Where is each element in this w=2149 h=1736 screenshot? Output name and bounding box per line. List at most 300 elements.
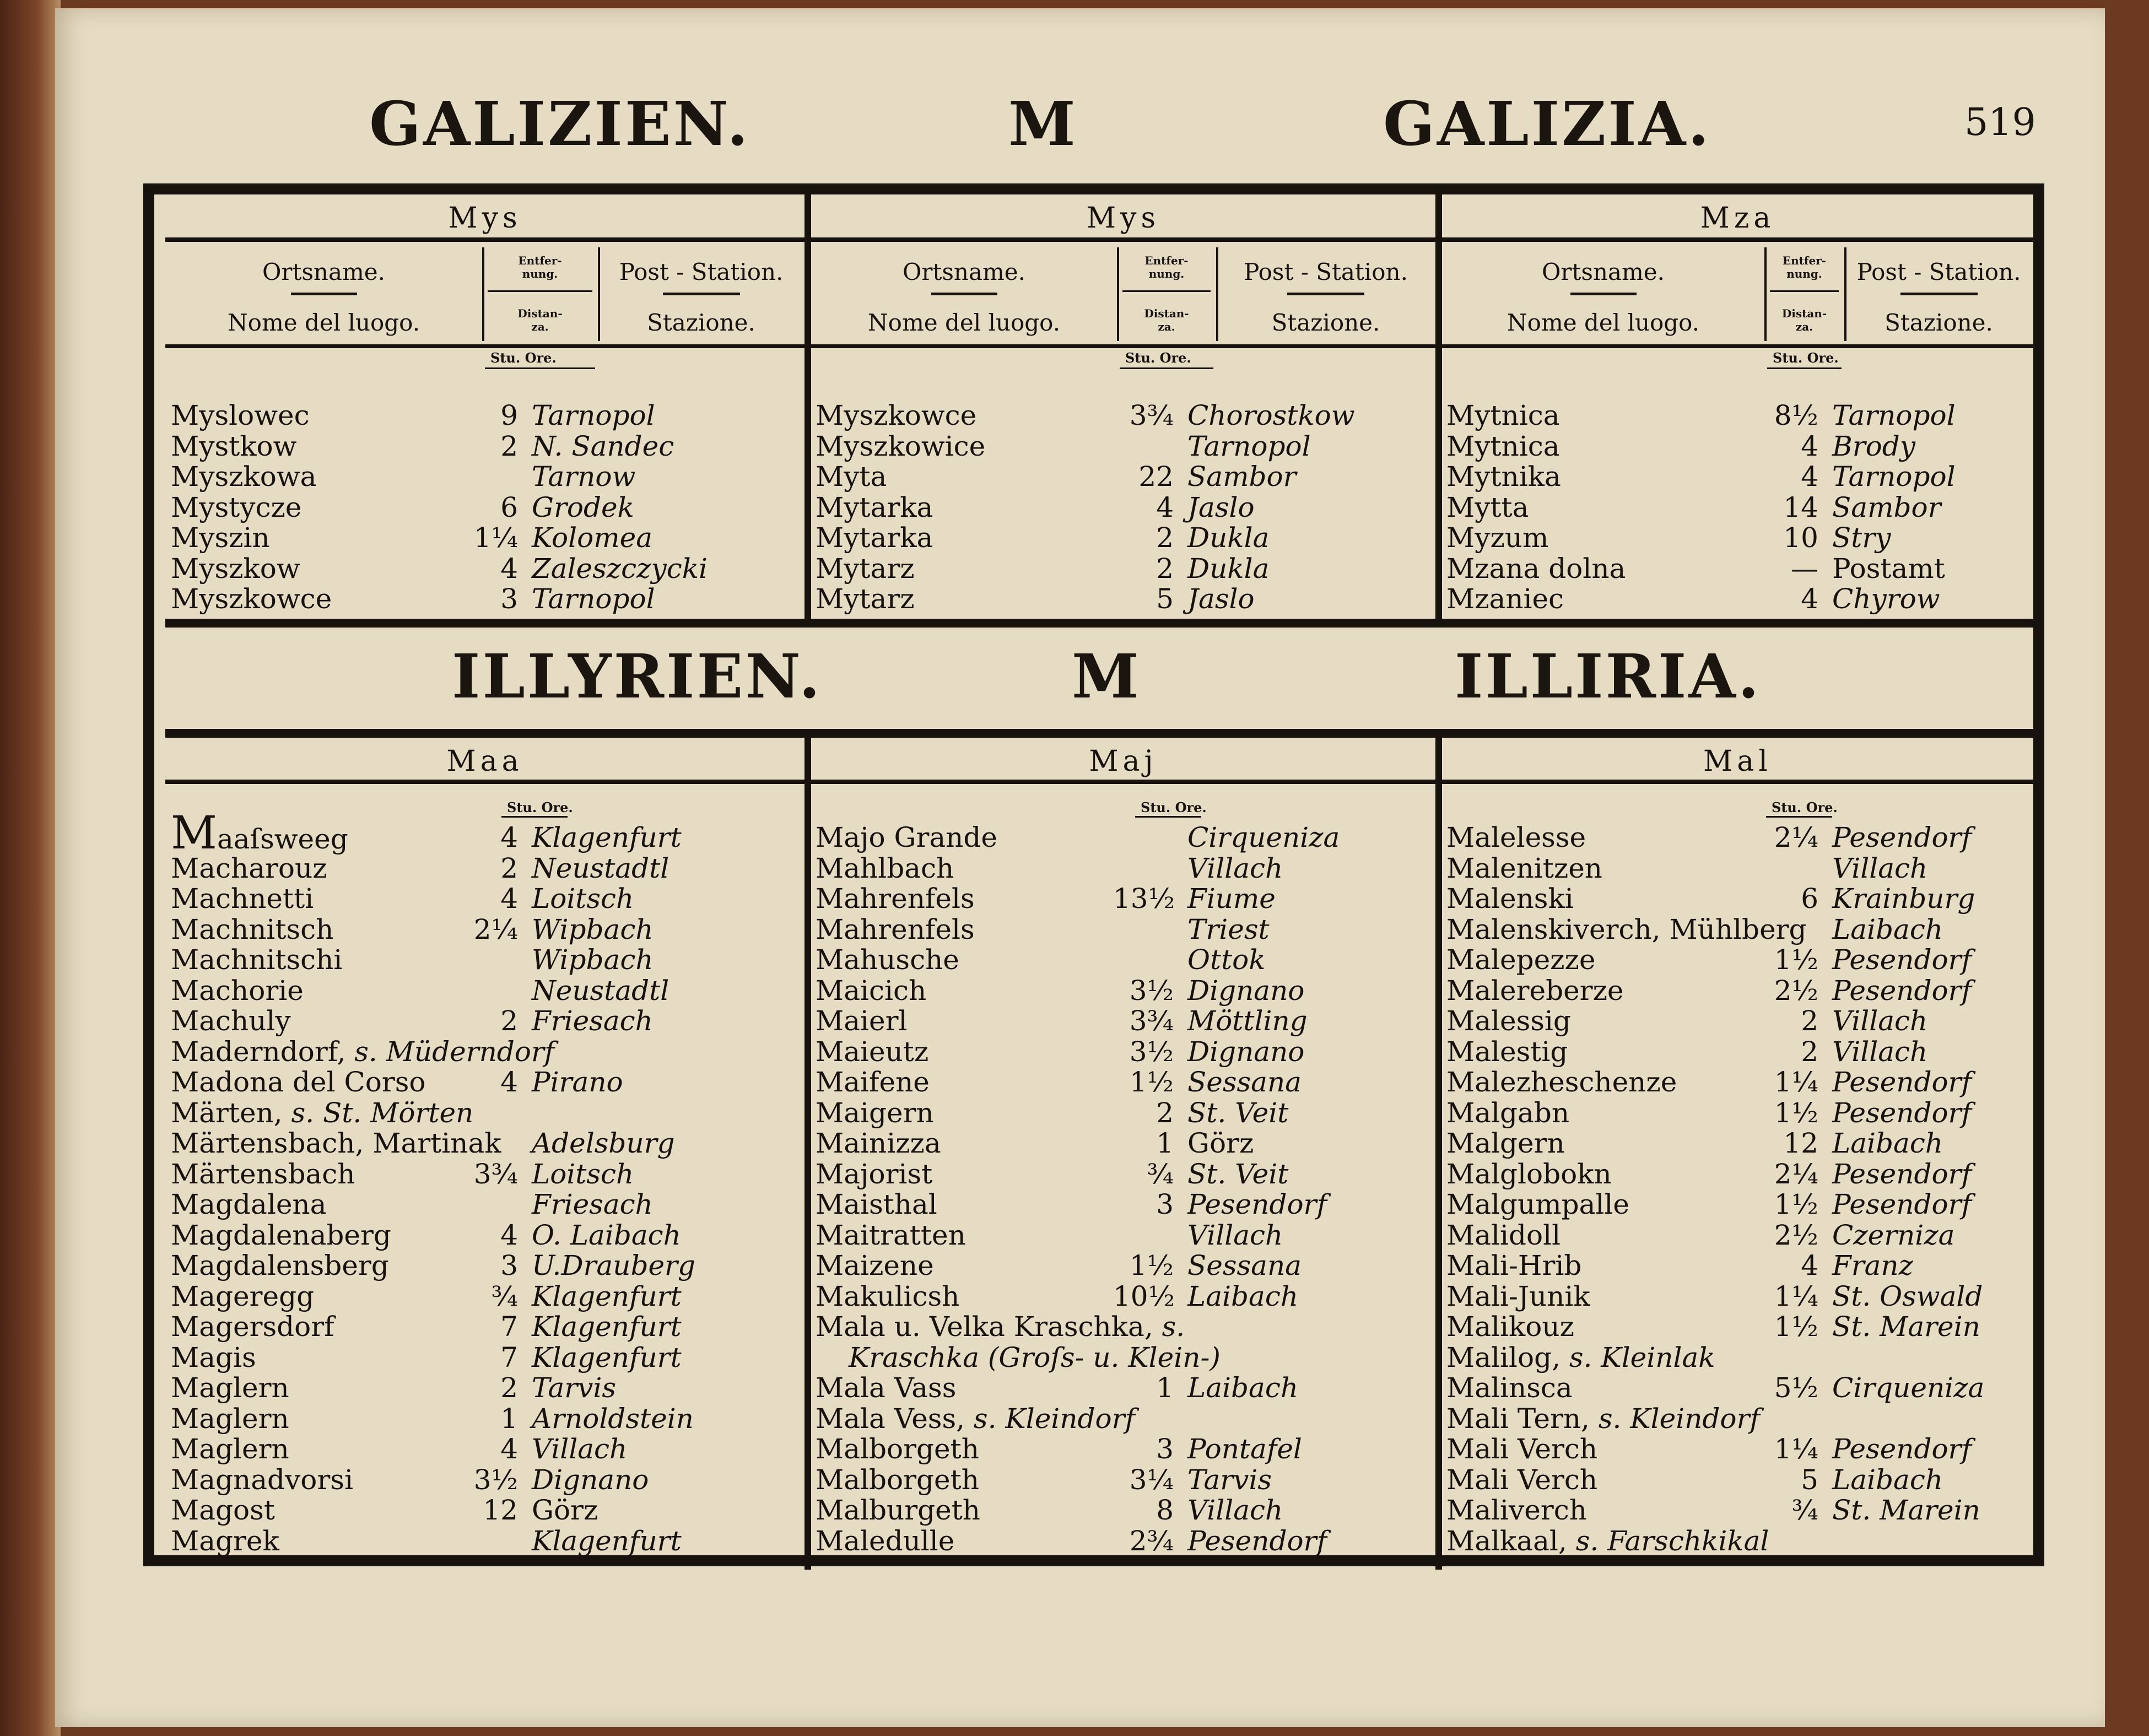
post-station: Pirano	[532, 1066, 623, 1098]
distance: 4	[500, 1433, 518, 1465]
post-station: Ottok	[1187, 944, 1266, 976]
distance: 3	[1156, 1188, 1174, 1220]
place-name	[849, 1343, 1221, 1373]
place-name	[171, 431, 296, 462]
place-name-text: Märtensbach, Martinak	[171, 1127, 501, 1159]
place-name	[816, 493, 933, 523]
place-name-text: Mzaniec	[1446, 583, 1564, 615]
place-name-text: Macharouz	[171, 852, 327, 884]
list-item	[1446, 1343, 2031, 1373]
place-name-text: Magost	[171, 1494, 275, 1526]
place-name-text: Malenskiverch, Mühlberg	[1446, 913, 1807, 945]
post-station: Pontafel	[1187, 1433, 1302, 1465]
list-item	[1446, 1037, 2031, 1068]
header-distanza: Distan- za.	[517, 307, 563, 333]
title-letter-middle: M	[1072, 641, 1141, 712]
place-name	[171, 1220, 391, 1251]
distance: 3½	[1129, 1035, 1174, 1068]
place-name-text: Mahrenfels	[816, 913, 975, 945]
place-name-text: Malborgeth	[816, 1433, 979, 1465]
list-item	[1446, 1434, 2031, 1465]
distance: 2	[1156, 1096, 1174, 1129]
cross-reference: s. St. Mörten	[291, 1096, 474, 1129]
place-name	[1446, 431, 1560, 462]
place-name	[1446, 1343, 1715, 1373]
divider-bottom-2	[1435, 738, 1442, 1570]
divider-top-2	[1435, 194, 1442, 619]
header-entfernung: Entfer- nung.	[1782, 254, 1827, 280]
place-name	[816, 1465, 979, 1496]
place-name-text: Märten,	[171, 1096, 291, 1129]
distance: 5	[1801, 1463, 1818, 1496]
post-station: Friesach	[532, 1005, 653, 1037]
stu-ore-label-bottom-1: Stu. Ore.	[507, 799, 573, 815]
galizien-column-2	[816, 401, 1430, 615]
place-name-text: Myszkowa	[171, 461, 317, 493]
distance: 1½	[1774, 1188, 1818, 1220]
list-item	[1446, 1220, 2031, 1251]
post-station: Villach	[1187, 852, 1283, 884]
list-item	[816, 823, 1430, 853]
distance: 2	[1156, 552, 1174, 585]
place-name	[816, 1495, 980, 1526]
stu-underline-b3	[1766, 816, 1832, 818]
distance: 2	[500, 1005, 518, 1037]
distance: 2	[1156, 522, 1174, 554]
title-galizien: GALIZIEN.	[369, 88, 750, 159]
list-item	[1446, 1404, 2031, 1435]
list-item	[171, 884, 799, 915]
heading-mys-1: Mys	[448, 202, 522, 235]
post-station: Sessana	[1187, 1250, 1302, 1281]
place-name	[1446, 493, 1529, 523]
list-item	[816, 1251, 1430, 1281]
post-station: Klagenfurt	[532, 1341, 682, 1373]
post-station: Klagenfurt	[532, 1280, 682, 1312]
place-name	[1446, 554, 1626, 585]
post-station: Loitsch	[532, 1158, 634, 1190]
header-distanza: Distan- za.	[1781, 307, 1827, 333]
place-name-text: Maglern	[171, 1433, 289, 1465]
list-item	[1446, 1281, 2031, 1312]
place-name-text: Maglern	[171, 1372, 289, 1404]
distance: 14	[1783, 491, 1818, 523]
post-station: Franz	[1832, 1250, 1913, 1281]
distance: 1½	[1129, 1250, 1174, 1281]
distance: 5½	[1774, 1372, 1818, 1404]
place-name-text: Mytarz	[816, 583, 915, 615]
place-name	[816, 462, 887, 493]
place-name	[816, 1281, 959, 1312]
list-item	[816, 1037, 1430, 1068]
place-name	[816, 1098, 934, 1129]
list-item	[1446, 976, 2031, 1007]
post-station: Czerniza	[1832, 1219, 1955, 1251]
cross-reference: s. Farschkikal	[1575, 1524, 1769, 1557]
post-station: Pesendorf	[1832, 1188, 1972, 1220]
place-name-text: Magnadvorsi	[171, 1463, 353, 1496]
place-name-text: Mali Tern,	[1446, 1402, 1599, 1435]
place-name	[816, 1037, 928, 1068]
place-name-text: Maizene	[816, 1250, 934, 1281]
column-header-1	[165, 242, 804, 366]
stu-ore-label-bottom-3: Stu. Ore.	[1772, 799, 1838, 815]
post-station: N. Sandec	[532, 430, 674, 462]
illyrien-column-2	[816, 823, 1430, 1556]
header-stazione: Stazione.	[1885, 309, 1993, 336]
place-name-text: Malenitzen	[1446, 852, 1603, 884]
place-name	[171, 1251, 389, 1281]
place-name-text: Myszkowce	[171, 583, 332, 615]
place-name	[171, 1312, 334, 1343]
cross-reference: s. Müderndorf	[354, 1035, 555, 1068]
post-station: Adelsburg	[532, 1127, 675, 1159]
list-item	[816, 945, 1430, 976]
place-name-text: Malinsca	[1446, 1372, 1573, 1404]
distance: 4	[500, 1219, 518, 1251]
distance: 2	[1801, 1035, 1818, 1068]
place-name	[171, 1526, 279, 1557]
list-item	[816, 1373, 1430, 1404]
list-item	[171, 1373, 799, 1404]
place-name	[816, 1159, 932, 1190]
place-name	[171, 1159, 355, 1190]
list-item	[171, 1159, 799, 1190]
place-name-text: Mala Vess,	[816, 1402, 974, 1435]
place-name-text: Malelesse	[1446, 821, 1586, 853]
list-item	[171, 1434, 799, 1465]
post-station: Görz	[532, 1494, 598, 1526]
place-name-text: Malgumpalle	[1446, 1188, 1630, 1220]
list-item	[1446, 1495, 2031, 1526]
place-name-text: Mytta	[1446, 491, 1529, 523]
place-name-text: Maliverch	[1446, 1494, 1587, 1526]
post-station: Möttling	[1187, 1005, 1308, 1037]
place-name	[1446, 1220, 1561, 1251]
list-item	[1446, 1465, 2031, 1496]
place-name	[171, 1128, 501, 1159]
list-item	[171, 1312, 799, 1343]
post-station: O. Laibach	[532, 1219, 681, 1251]
place-name-text: Mainizza	[816, 1127, 941, 1159]
list-item	[1446, 584, 2031, 615]
post-station: St. Oswald	[1832, 1280, 1983, 1312]
post-station: Arnoldstein	[532, 1402, 694, 1435]
place-name	[171, 807, 348, 859]
header-entfernung: Entfer- nung.	[1144, 254, 1189, 280]
post-station: St. Veit	[1187, 1158, 1289, 1190]
list-item	[816, 1159, 1430, 1190]
heading-mys-2: Mys	[1086, 202, 1160, 235]
list-item	[1446, 462, 2031, 493]
distance: 1	[1156, 1127, 1174, 1159]
place-name-text: Maderndorf,	[171, 1035, 355, 1068]
list-item	[171, 915, 799, 945]
list-item	[816, 431, 1430, 462]
book-spine	[0, 0, 61, 1736]
list-item	[816, 1189, 1430, 1220]
distance: —	[1791, 552, 1818, 585]
rule-vertical-ent-left	[1764, 247, 1767, 341]
list-item	[816, 1067, 1430, 1098]
distance: 4	[1801, 461, 1818, 493]
distance: 8½	[1774, 399, 1818, 431]
list-item	[816, 884, 1430, 915]
divider-top-1	[804, 194, 811, 619]
rule-ortsname	[291, 293, 357, 295]
divider-bottom-1	[804, 738, 811, 1570]
distance: 1½	[1774, 1311, 1818, 1343]
place-name-text: Maglern	[171, 1402, 289, 1435]
place-name-text: Malestig	[1446, 1035, 1568, 1068]
list-item	[816, 1434, 1430, 1465]
list-item	[171, 1343, 799, 1373]
post-station: Jaslo	[1187, 583, 1255, 615]
list-item	[816, 976, 1430, 1007]
place-name	[816, 523, 933, 554]
post-station: Pesendorf	[1832, 1158, 1972, 1190]
rule-post	[1287, 293, 1364, 295]
place-name-text: Malezheschenze	[1446, 1066, 1677, 1098]
post-station: Klagenfurt	[532, 1524, 682, 1557]
column-header-3	[1442, 242, 2033, 366]
distance: 1½	[1774, 1096, 1818, 1129]
post-station: Friesach	[532, 1188, 653, 1220]
place-name	[816, 1128, 941, 1159]
cross-reference: s. Kleindorf	[973, 1402, 1136, 1435]
place-name	[171, 1098, 473, 1129]
place-name-text: Mytnica	[1446, 399, 1560, 431]
list-item	[1446, 1312, 2031, 1343]
rule-post	[663, 293, 740, 295]
title-illiria: ILLIRIA.	[1455, 641, 1762, 712]
place-name	[816, 1434, 979, 1465]
post-station: Tarnopol	[532, 583, 655, 615]
header-nome-del-luogo: Nome del luogo.	[227, 309, 420, 336]
list-item	[816, 1495, 1430, 1526]
list-item	[171, 1251, 799, 1281]
rule-vertical-ent-left	[482, 247, 484, 341]
place-name-text: Machnitsch	[171, 913, 334, 945]
place-name-text: aaſsweeg	[217, 823, 348, 855]
post-station: Fiume	[1187, 883, 1276, 915]
place-name	[1446, 462, 1561, 493]
distance: 10½	[1113, 1280, 1175, 1312]
list-item	[171, 1495, 799, 1526]
list-item	[171, 431, 799, 462]
title-galizia: GALIZIA.	[1383, 88, 1711, 159]
heading-maj: Maj	[1089, 745, 1158, 778]
post-station: Tarvis	[1187, 1463, 1272, 1496]
distance: 3	[500, 1250, 518, 1281]
list-item	[171, 1067, 799, 1098]
post-station: Triest	[1187, 913, 1270, 945]
place-name-text: Mageregg	[171, 1280, 315, 1312]
place-name	[1446, 853, 1602, 884]
place-name-text: Machnetti	[171, 883, 314, 915]
list-item	[1446, 493, 2031, 523]
post-station: Dukla	[1187, 552, 1270, 585]
distance: 2½	[1774, 1219, 1818, 1251]
list-item	[1446, 1159, 2031, 1190]
list-item	[1446, 1251, 2031, 1281]
place-name	[816, 584, 915, 615]
rule-under-bottom-headings	[165, 780, 2033, 784]
rule-below-illyrien	[165, 729, 2033, 738]
post-station: St. Veit	[1187, 1096, 1289, 1129]
place-name-text: Magdalenaberg	[171, 1219, 391, 1251]
cross-reference: s. Kleindorf	[1598, 1402, 1760, 1435]
title-letter-top: M	[1008, 88, 1078, 159]
stu-underline-b1	[501, 816, 568, 818]
distance: 6	[500, 491, 518, 523]
rule-under-colheads	[165, 344, 2033, 348]
distance: 5	[1156, 583, 1174, 615]
place-name	[1446, 1159, 1612, 1190]
place-name	[1446, 1281, 1590, 1312]
place-name-text: Magersdorf	[171, 1311, 334, 1343]
distance: 4	[500, 821, 518, 853]
post-station: Tarnopol	[1832, 399, 1956, 431]
distance: 4	[500, 1066, 518, 1098]
post-station: Sambor	[1832, 491, 1941, 523]
post-station: Tarvis	[532, 1372, 617, 1404]
rule-ent	[488, 290, 592, 292]
place-name	[816, 1526, 954, 1557]
distance: 4	[500, 552, 518, 585]
page-number: 519	[1964, 101, 2036, 144]
header-entfernung: Entfer- nung.	[518, 254, 562, 280]
galizien-column-1	[171, 401, 799, 615]
place-name-text: Maledulle	[816, 1524, 955, 1557]
place-name	[1446, 976, 1624, 1007]
post-station: Grodek	[532, 491, 634, 523]
place-name	[816, 976, 926, 1007]
place-name	[171, 915, 333, 945]
place-name-text: Machorie	[171, 974, 304, 1007]
post-station: Wipbach	[532, 944, 654, 976]
distance: 2¼	[1774, 821, 1818, 853]
place-name	[171, 584, 332, 615]
place-name	[171, 976, 304, 1007]
place-name	[1446, 884, 1574, 915]
distance: 3½	[473, 1463, 518, 1496]
distance: 7	[500, 1311, 518, 1343]
place-name-text: Malglobokn	[1446, 1158, 1612, 1190]
post-station: Villach	[1187, 1494, 1283, 1526]
post-station: Kolomea	[532, 522, 653, 554]
distance: ¾	[1791, 1494, 1818, 1526]
place-name	[171, 554, 300, 585]
list-item	[816, 1465, 1430, 1496]
place-name	[171, 523, 270, 554]
post-station: Laibach	[1832, 913, 1943, 945]
place-name-text: Madona del Corso	[171, 1066, 426, 1098]
place-name	[1446, 1067, 1677, 1098]
distance: 2	[500, 430, 518, 462]
header-ortsname: Ortsname.	[262, 258, 386, 285]
post-station: Tarnopol	[532, 399, 655, 431]
stu-ore-label-top: Stu. Ore.	[1125, 350, 1191, 366]
list-item	[1446, 401, 2031, 431]
place-name-text: Mala Vass	[816, 1372, 957, 1404]
place-name	[171, 1037, 554, 1068]
distance: 1½	[1774, 944, 1818, 976]
distance: 4	[1156, 491, 1174, 523]
place-name-text: Malepezze	[1446, 944, 1596, 976]
post-station: Pesendorf	[1187, 1524, 1327, 1557]
stu-underline-top	[1767, 367, 1842, 369]
place-name-text: Mytnica	[1446, 430, 1560, 462]
place-name	[171, 1281, 314, 1312]
post-station: Villach	[1832, 1035, 1928, 1068]
list-item	[1446, 431, 2031, 462]
cross-reference: s.	[1162, 1311, 1185, 1343]
place-name-text: Myzum	[1446, 522, 1549, 554]
header-post-station: Post - Station.	[1244, 258, 1408, 285]
stu-underline-b2	[1135, 816, 1201, 818]
place-name-text: Mytarka	[816, 491, 933, 523]
stu-ore-label-top: Stu. Ore.	[1773, 350, 1839, 366]
place-name-text: Maifene	[816, 1066, 930, 1098]
place-name	[1446, 401, 1560, 431]
distance: 3¾	[1129, 399, 1174, 431]
stu-ore-label-top: Stu. Ore.	[490, 350, 557, 366]
post-station: Laibach	[1187, 1372, 1299, 1404]
list-item	[1446, 1098, 2031, 1129]
place-name-text: Malilog,	[1446, 1341, 1569, 1373]
distance: 1¼	[1774, 1280, 1818, 1312]
post-station: Zaleszczycki	[532, 552, 708, 585]
place-name-text: Magdalena	[171, 1188, 327, 1220]
list-item	[816, 401, 1430, 431]
post-station: Neustadtl	[532, 974, 669, 1007]
place-name	[1446, 1189, 1629, 1220]
list-item	[1446, 554, 2031, 585]
place-name	[171, 1465, 353, 1496]
list-item	[1446, 1006, 2031, 1037]
place-name	[171, 1495, 275, 1526]
distance: 4	[1801, 583, 1818, 615]
stu-ore-label-bottom-2: Stu. Ore.	[1141, 799, 1207, 815]
place-name	[1446, 523, 1548, 554]
illyrien-column-3	[1446, 823, 2031, 1556]
place-name-text: Mahlbach	[816, 852, 954, 884]
distance: 12	[1783, 1127, 1818, 1159]
list-item	[171, 853, 799, 884]
list-item	[1446, 945, 2031, 976]
distance: 3	[1156, 1433, 1174, 1465]
list-item	[171, 401, 799, 431]
distance: 4	[500, 883, 518, 915]
list-item	[816, 1343, 1430, 1373]
place-name-text: Mahrenfels	[816, 883, 975, 915]
place-name	[1446, 915, 1807, 945]
place-name	[1446, 1434, 1597, 1465]
post-station: Dignano	[532, 1463, 649, 1496]
list-item	[171, 1098, 799, 1129]
list-item	[1446, 1067, 2031, 1098]
header-post-station: Post - Station.	[1856, 258, 2021, 285]
distance: 1¼	[473, 522, 518, 554]
place-name	[1446, 1312, 1574, 1343]
place-name-text: Malidoll	[1446, 1219, 1561, 1251]
distance: 6	[1801, 883, 1818, 915]
distance: ¾	[491, 1280, 518, 1312]
list-item	[171, 1037, 799, 1068]
rule-ent	[1122, 290, 1211, 292]
rule-ent	[1770, 290, 1839, 292]
